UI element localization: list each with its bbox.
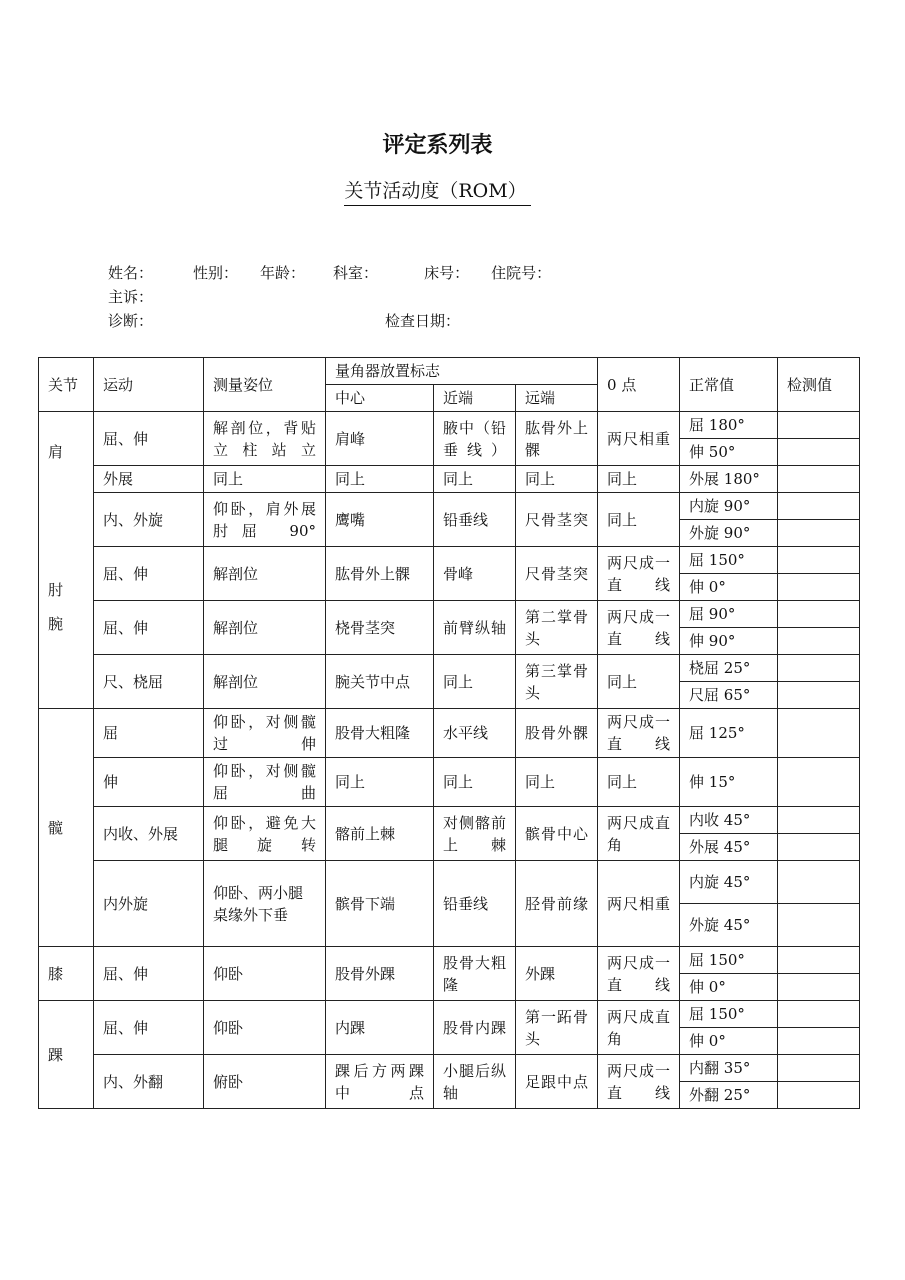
normal-value: 伸 90° — [680, 628, 778, 655]
diagnosis-label: 诊断： — [108, 312, 154, 330]
table-cell: 同上 — [598, 655, 680, 709]
table-cell: 同上 — [598, 758, 680, 807]
table-cell: 仰卧 — [204, 947, 326, 1001]
table-cell: 同上 — [204, 466, 326, 493]
measured-input-cell[interactable] — [778, 466, 860, 493]
table-cell: 前臂纵轴 — [434, 601, 516, 655]
header-zero: 0 点 — [598, 358, 680, 412]
table-cell: 水平线 — [434, 709, 516, 758]
table-cell: 屈、伸 — [94, 947, 204, 1001]
table-cell: 同上 — [598, 466, 680, 493]
diagnosis-line — [108, 312, 460, 330]
joint-wrist: 腕 — [39, 601, 94, 709]
header-proximal: 近端 — [434, 385, 516, 412]
joint-ankle: 踝 — [39, 1001, 94, 1109]
normal-value: 尺屈 65° — [680, 682, 778, 709]
table-cell: 尺骨茎突 — [516, 493, 598, 547]
table-cell: 伸 — [94, 758, 204, 807]
table-cell: 腕关节中点 — [326, 655, 434, 709]
normal-value: 屈 150° — [680, 547, 778, 574]
table-cell: 肱骨外上髁 — [516, 412, 598, 466]
table-cell: 解剖位 — [204, 655, 326, 709]
header-measured: 检测值 — [778, 358, 860, 412]
table-cell: 仰卧 — [204, 1001, 326, 1055]
table-cell: 两尺相重 — [598, 861, 680, 947]
joint-elbow: 肘 — [39, 493, 94, 601]
joint-shoulder: 肩 — [39, 412, 94, 493]
table-cell: 两尺成直角 — [598, 807, 680, 861]
measured-input-cell[interactable] — [778, 439, 860, 466]
normal-value: 外翻 25° — [680, 1082, 778, 1109]
table-cell: 内、外翻 — [94, 1055, 204, 1109]
table-cell: 踝后方两踝中点 — [326, 1055, 434, 1109]
table-cell: 仰卧、两小腿桌缘外下垂 — [204, 861, 326, 947]
normal-value: 内翻 35° — [680, 1055, 778, 1082]
normal-value: 内旋 90° — [680, 493, 778, 520]
joint-knee: 膝 — [39, 947, 94, 1001]
measured-input-cell[interactable] — [778, 904, 860, 947]
measured-input-cell[interactable] — [778, 861, 860, 904]
normal-value: 外旋 90° — [680, 520, 778, 547]
normal-value: 伸 50° — [680, 439, 778, 466]
table-cell: 同上 — [516, 466, 598, 493]
table-cell: 屈、伸 — [94, 1001, 204, 1055]
table-cell: 仰卧，避免大腿旋转 — [204, 807, 326, 861]
table-cell: 同上 — [598, 493, 680, 547]
table-cell: 仰卧，对侧髋屈曲 — [204, 758, 326, 807]
table-cell: 同上 — [326, 466, 434, 493]
measured-input-cell[interactable] — [778, 1001, 860, 1028]
normal-value: 伸 0° — [680, 574, 778, 601]
table-cell: 第二掌骨头 — [516, 601, 598, 655]
table-cell: 尺、桡屈 — [94, 655, 204, 709]
table-cell: 两尺成一直线 — [598, 601, 680, 655]
table-cell: 股骨大粗隆 — [434, 947, 516, 1001]
table-cell: 两尺成直角 — [598, 1001, 680, 1055]
table-cell: 两尺成一直线 — [598, 947, 680, 1001]
table-cell: 股骨外髁 — [516, 709, 598, 758]
page-title: 评定系列表 — [382, 133, 493, 158]
measured-input-cell[interactable] — [778, 655, 860, 682]
table-cell: 股骨大粗隆 — [326, 709, 434, 758]
name-label: 姓名： — [108, 264, 154, 282]
table-cell: 髌骨中心 — [516, 807, 598, 861]
table-cell: 髂前上棘 — [326, 807, 434, 861]
table-cell: 内、外旋 — [94, 493, 204, 547]
table-cell: 解剖位 — [204, 547, 326, 601]
normal-value: 伸 15° — [680, 758, 778, 807]
table-cell: 桡骨茎突 — [326, 601, 434, 655]
normal-value: 屈 180° — [680, 412, 778, 439]
admission-label: 住院号： — [491, 264, 552, 282]
measured-input-cell[interactable] — [778, 574, 860, 601]
normal-value: 屈 90° — [680, 601, 778, 628]
table-cell: 第一跖骨头 — [516, 1001, 598, 1055]
measured-input-cell[interactable] — [778, 628, 860, 655]
table-cell: 外踝 — [516, 947, 598, 1001]
table-cell: 仰卧，肩外展肘屈 90° — [204, 493, 326, 547]
normal-value: 外展 45° — [680, 834, 778, 861]
sex-label: 性别： — [193, 264, 239, 282]
header-goniometer: 量角器放置标志 — [326, 358, 598, 385]
table-cell: 肩峰 — [326, 412, 434, 466]
measured-input-cell[interactable] — [778, 758, 860, 807]
measured-input-cell[interactable] — [778, 834, 860, 861]
table-cell: 同上 — [516, 758, 598, 807]
table-cell: 腋中（铅垂线） — [434, 412, 516, 466]
table-cell: 屈、伸 — [94, 547, 204, 601]
table-cell: 股骨外踝 — [326, 947, 434, 1001]
table-cell: 足跟中点 — [516, 1055, 598, 1109]
normal-value: 外展 180° — [680, 466, 778, 493]
dept-label: 科室： — [333, 264, 379, 282]
table-cell: 髌骨下端 — [326, 861, 434, 947]
table-cell: 股骨内踝 — [434, 1001, 516, 1055]
table-cell: 解剖位 — [204, 601, 326, 655]
table-cell: 外展 — [94, 466, 204, 493]
table-cell: 解剖位，背贴立柱站立 — [204, 412, 326, 466]
normal-value: 内旋 45° — [680, 861, 778, 904]
table-cell: 同上 — [434, 655, 516, 709]
table-cell: 铅垂线 — [434, 861, 516, 947]
header-normal: 正常值 — [680, 358, 778, 412]
measured-input-cell[interactable] — [778, 412, 860, 439]
measured-input-cell[interactable] — [778, 1028, 860, 1055]
rom-table — [38, 357, 860, 1109]
table-cell: 肱骨外上髁 — [326, 547, 434, 601]
header-joint: 关节 — [39, 358, 94, 412]
table-cell: 铅垂线 — [434, 493, 516, 547]
measured-input-cell[interactable] — [778, 520, 860, 547]
measured-input-cell[interactable] — [778, 974, 860, 1001]
normal-value: 桡屈 25° — [680, 655, 778, 682]
normal-value: 伸 0° — [680, 1028, 778, 1055]
table-cell: 内收、外展 — [94, 807, 204, 861]
table-cell: 两尺成一直线 — [598, 547, 680, 601]
normal-value: 屈 125° — [680, 709, 778, 758]
joint-hip: 髋 — [39, 709, 94, 947]
table-cell: 屈 — [94, 709, 204, 758]
table-cell: 屈、伸 — [94, 601, 204, 655]
normal-value: 伸 0° — [680, 974, 778, 1001]
measured-input-cell[interactable] — [778, 493, 860, 520]
exam-date-label: 检查日期： — [385, 312, 461, 330]
normal-value: 屈 150° — [680, 947, 778, 974]
table-cell: 骨峰 — [434, 547, 516, 601]
normal-value: 外旋 45° — [680, 904, 778, 947]
page-subtitle: 关节活动度（ROM） — [0, 176, 875, 206]
measured-input-cell[interactable] — [778, 947, 860, 974]
table-cell: 对侧髂前上棘 — [434, 807, 516, 861]
bed-label: 床号： — [424, 264, 470, 282]
header-posture: 测量姿位 — [204, 358, 326, 412]
form-info-line — [108, 264, 551, 282]
table-cell: 同上 — [326, 758, 434, 807]
normal-value: 屈 150° — [680, 1001, 778, 1028]
table-cell: 鹰嘴 — [326, 493, 434, 547]
table-cell: 屈、伸 — [94, 412, 204, 466]
header-motion: 运动 — [94, 358, 204, 412]
measured-input-cell[interactable] — [778, 709, 860, 758]
table-cell: 小腿后纵轴 — [434, 1055, 516, 1109]
table-cell: 尺骨茎突 — [516, 547, 598, 601]
measured-input-cell[interactable] — [778, 1055, 860, 1082]
age-label: 年龄： — [260, 264, 306, 282]
table-cell: 第三掌骨头 — [516, 655, 598, 709]
measured-input-cell[interactable] — [778, 682, 860, 709]
complaint-label: 主诉： — [108, 288, 154, 306]
header-distal: 远端 — [516, 385, 598, 412]
table-cell: 内外旋 — [94, 861, 204, 947]
measured-input-cell[interactable] — [778, 601, 860, 628]
measured-input-cell[interactable] — [778, 807, 860, 834]
table-cell: 同上 — [434, 466, 516, 493]
table-cell: 两尺成一直线 — [598, 1055, 680, 1109]
table-cell: 内踝 — [326, 1001, 434, 1055]
table-cell: 胫骨前缘 — [516, 861, 598, 947]
table-cell: 两尺相重 — [598, 412, 680, 466]
measured-input-cell[interactable] — [778, 547, 860, 574]
table-cell: 仰卧，对侧髋过伸 — [204, 709, 326, 758]
normal-value: 内收 45° — [680, 807, 778, 834]
table-cell: 俯卧 — [204, 1055, 326, 1109]
table-cell: 两尺成一直线 — [598, 709, 680, 758]
table-cell: 同上 — [434, 758, 516, 807]
measured-input-cell[interactable] — [778, 1082, 860, 1109]
header-center: 中心 — [326, 385, 434, 412]
